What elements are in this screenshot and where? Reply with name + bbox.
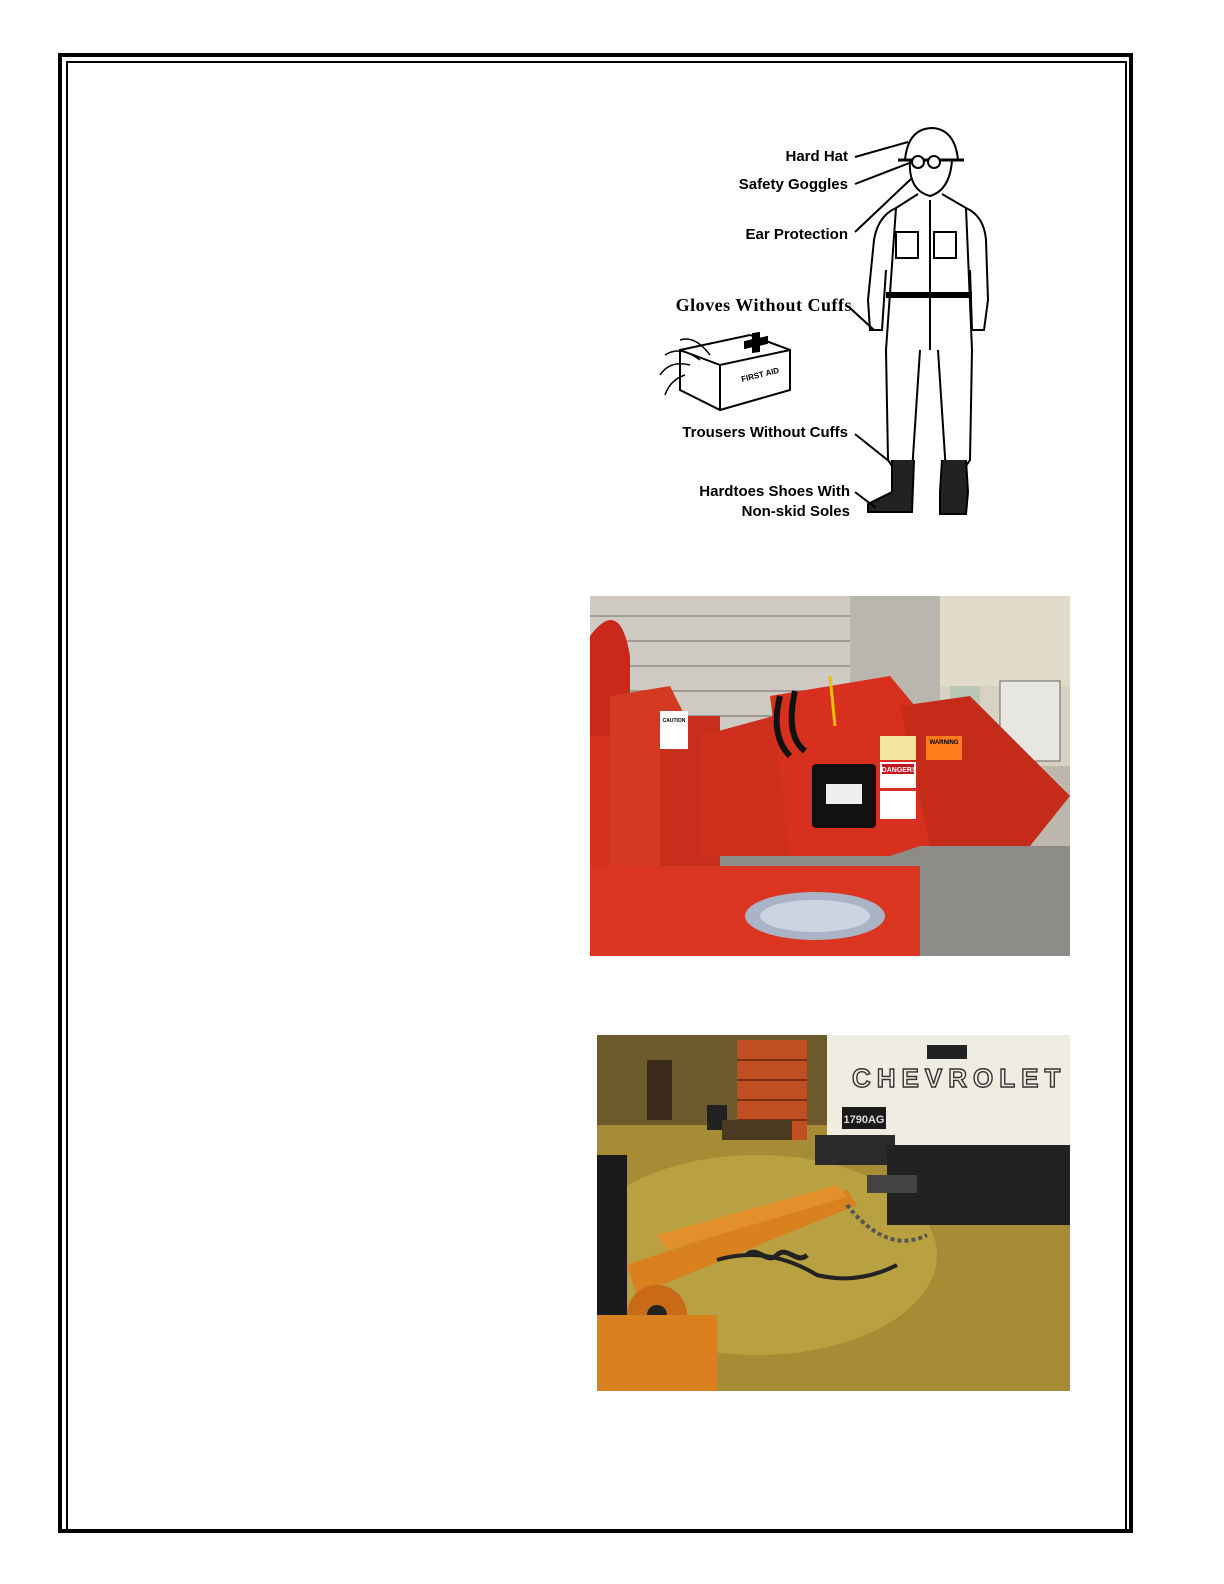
label-trousers: Trousers Without Cuffs	[682, 424, 848, 441]
first-aid-box-label: FIRST AID	[740, 365, 781, 384]
label-safety-goggles: Safety Goggles	[738, 176, 848, 193]
caution-decal-text: CAUTION	[662, 718, 686, 724]
license-plate-text: 1790AG	[843, 1114, 885, 1126]
label-hard-hat: Hard Hat	[785, 148, 848, 165]
ppe-illustration	[650, 120, 1000, 530]
danger-decal-text: DANGER!	[881, 767, 915, 774]
label-gloves: Gloves Without Cuffs	[675, 295, 852, 315]
label-shoes-line2: Non-skid Soles	[741, 503, 850, 520]
label-shoes-line1: Hardtoes Shoes With	[699, 483, 850, 500]
chipper-photo	[590, 596, 1070, 956]
label-ear-protection: Ear Protection	[745, 226, 848, 243]
warning-decal-text: WARNING	[929, 740, 959, 746]
tailgate-text: CHEVROLET	[852, 1063, 1067, 1093]
hitch-photo	[597, 1035, 1070, 1391]
